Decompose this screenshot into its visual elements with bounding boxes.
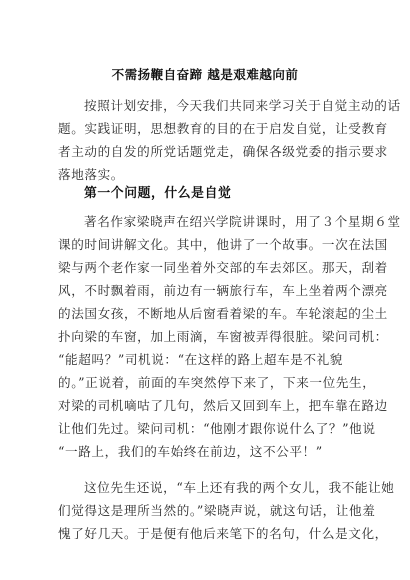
paragraph-line: 的法国女孩，不断地从后窗看着梁的车。车轮滚起的尘土 bbox=[58, 306, 388, 321]
paragraph-line: 著名作家梁晓声在绍兴学院讲课时，用了３个星期６堂 bbox=[84, 214, 401, 229]
paragraph-line: 愧了好几天。于是便有他后来笔下的名句，什么是文化， bbox=[58, 526, 388, 541]
paragraph-line: 们觉得这是理所当然的。”梁晓声说，就这句话，让他羞 bbox=[58, 503, 376, 518]
paragraph-line: 让他们先过。梁问司机：“他刚才跟你说什么了？”他说 bbox=[58, 421, 376, 436]
paragraph-line: 对梁的司机嘀咕了几句，然后又回到车上，把车靠在路边 bbox=[58, 398, 388, 413]
paragraph-line: 者主动的自发的所党话题党走，确保各级党委的指示要求 bbox=[58, 144, 388, 159]
section-heading: 第一个问题，什么是自觉 bbox=[84, 186, 232, 201]
paragraph-line: “能超吗？”司机说：“在这样的路上超车是不礼貌 bbox=[58, 352, 343, 367]
story-paragraph bbox=[58, 210, 401, 463]
document-title: 不需扬鞭自奋蹄 越是艰难越向前 bbox=[111, 67, 299, 82]
paragraph-line: 这位先生还说，“车上还有我的两个女儿，我不能让她 bbox=[84, 480, 395, 495]
paragraph-line: 扑向梁的车窗，加上雨滴，车窗被弄得很脏。梁问司机： bbox=[58, 329, 388, 344]
paragraph-line: “一路上，我们的车始终在前边，这不公平！” bbox=[58, 444, 323, 459]
paragraph-line: 的。”正说着，前面的车突然停下来了，下来一位先生， bbox=[58, 375, 376, 390]
paragraph-line: 风，不时飘着雨，前边有一辆旅行车，车上坐着两个漂亮 bbox=[58, 283, 388, 298]
paragraph-line: 梁与两个老作家一同坐着外交部的车去郊区。那天，刮着 bbox=[58, 260, 388, 275]
follow-up-paragraph bbox=[58, 476, 395, 545]
intro-paragraph bbox=[58, 94, 401, 186]
paragraph-line: 落地落实。 bbox=[58, 167, 124, 182]
paragraph-line: 按照计划安排，今天我们共同来学习关于自觉主动的话 bbox=[84, 98, 401, 113]
paragraph-line: 课的时间讲解文化。其中，他讲了一个故事。一次在法国 bbox=[58, 237, 388, 252]
paragraph-line: 题。实践证明，思想教育的目的在于启发自觉，让受教育 bbox=[58, 121, 388, 136]
